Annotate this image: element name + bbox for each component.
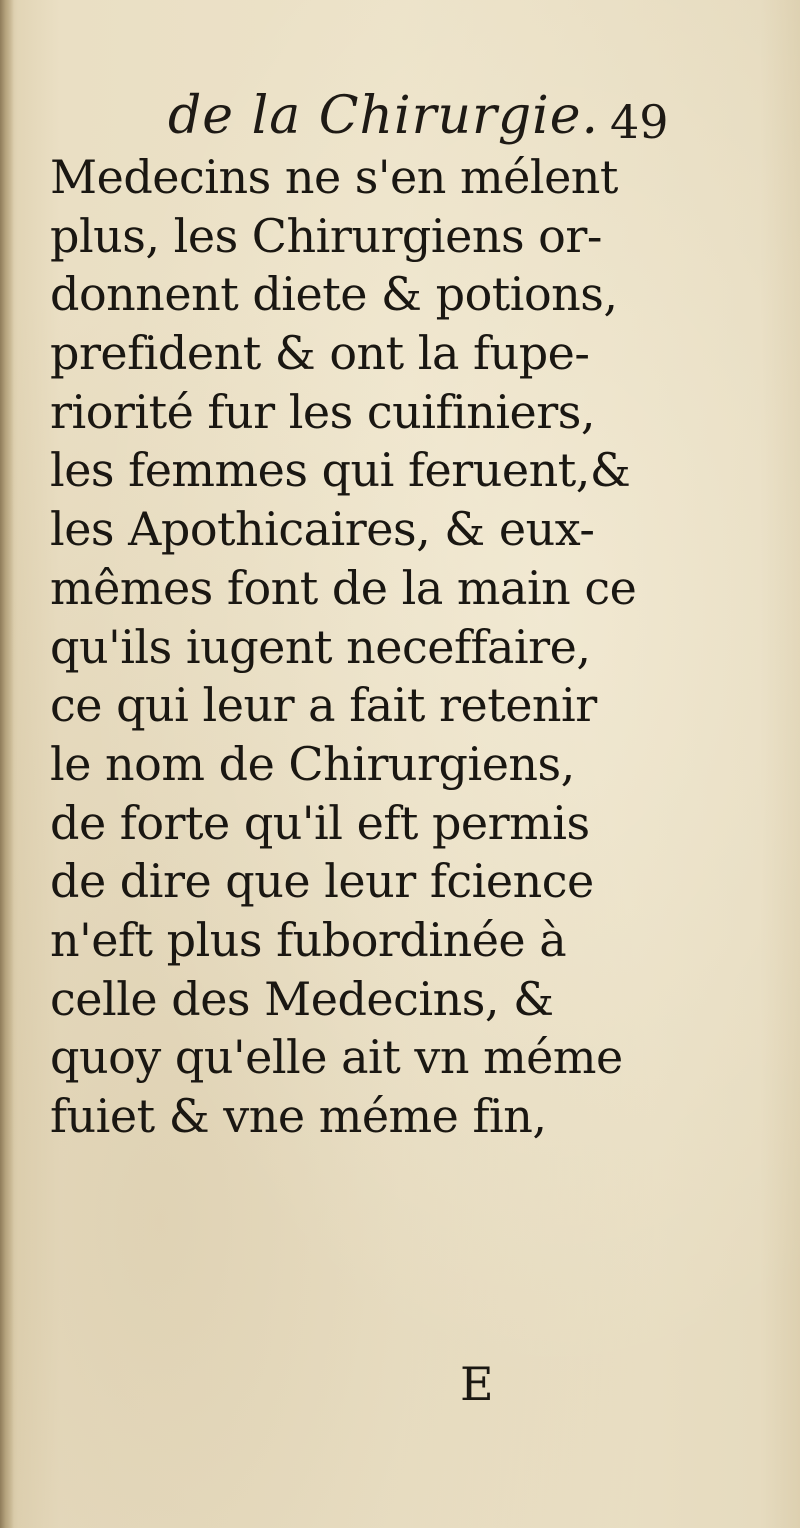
text-line: celle des Medecins, & xyxy=(50,971,554,1026)
page-header xyxy=(0,80,800,152)
text-line: n'eft plus fubordinée à xyxy=(50,912,567,967)
signature-mark: E xyxy=(460,1357,494,1411)
body-text xyxy=(50,148,680,1146)
text-line: ce qui leur a fait retenir xyxy=(50,678,597,733)
text-line: les Apothicaires, & eux- xyxy=(50,502,595,557)
text-line: fuiet & vne méme fin, xyxy=(50,1089,547,1143)
text-line: de forte qu'il eft permis xyxy=(50,795,590,850)
page-number: 49 xyxy=(610,95,669,149)
text-line: donnent diete & potions, xyxy=(50,267,618,322)
text-line: le nom de Chirurgiens, xyxy=(50,736,575,791)
text-line: quoy qu'elle ait vn méme xyxy=(50,1030,623,1085)
text-line: qu'ils iugent neceffaire, xyxy=(50,619,591,674)
text-line: Medecins ne s'en mélent xyxy=(50,150,618,204)
text-line: riorité fur les cuifiniers, xyxy=(50,384,595,439)
text-line: de dire que leur fcience xyxy=(50,854,594,909)
text-line: plus, les Chirurgiens or- xyxy=(50,208,602,263)
text-line: mêmes font de la main ce xyxy=(50,560,637,615)
text-line: les femmes qui feruent,& xyxy=(50,443,631,498)
running-title: de la Chirurgie. xyxy=(168,86,600,146)
binding-gutter xyxy=(0,0,14,1528)
text-line: prefident & ont la fupe- xyxy=(50,326,590,381)
